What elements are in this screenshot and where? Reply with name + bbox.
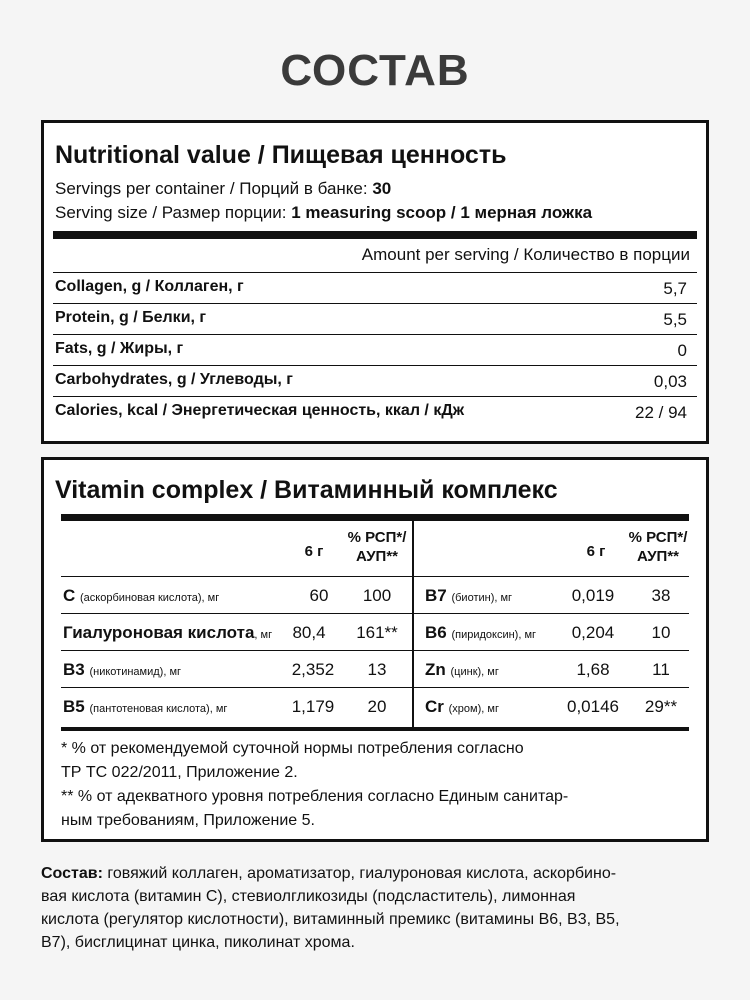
vitamin-pct: 20: [367, 697, 387, 716]
nutrient-label: Fats, g / Жиры, г: [55, 340, 184, 357]
vitamin-row: [61, 687, 689, 724]
vitamin-name: Cr (хром), мг: [425, 697, 499, 716]
footnote-aup-line2: ным требованиям, Приложение 5.: [61, 812, 315, 829]
composition-line: Состав: говяжий коллаген, ароматизатор, гиалуроновая кислота, аскорбино-: [41, 865, 617, 882]
nutrition-row: [53, 303, 697, 334]
amount-per-serving-header: Amount per serving / Количество в порции: [361, 245, 690, 264]
servings-label: Servings per container / Порций в банке:: [55, 179, 373, 198]
composition-line: В7), бисглицинат цинка, пиколинат хрома.: [41, 934, 355, 951]
nutrient-value: 22 / 94: [635, 403, 687, 422]
footnote-rsp-line1: * % от рекомендуемой суточной нормы потребления согласно: [61, 740, 524, 757]
vitamin-name: C (аскорбиновая кислота), мг: [63, 586, 220, 605]
footnote-aup-line1: ** % от адекватного уровня потребления согласно Единым санитар-: [61, 788, 569, 805]
col-amount-right: 6 г: [586, 543, 606, 560]
nutrient-label: Protein, g / Белки, г: [55, 309, 207, 326]
nutrition-row: [53, 334, 697, 365]
divider-thick: [61, 727, 689, 731]
nutrition-row: [53, 365, 697, 396]
vitamin-amount: 0,204: [571, 623, 615, 642]
vitamin-name: B3 (никотинамид), мг: [63, 660, 182, 679]
page-title: СОСТАВ: [280, 46, 470, 95]
col-pct-left: [341, 528, 413, 566]
nutrient-value: 0,03: [653, 372, 687, 391]
nutrient-value: 5,5: [663, 310, 687, 329]
divider-thick: [61, 514, 689, 521]
vitamin-row: [61, 650, 689, 687]
composition-label: Состав:: [41, 865, 103, 882]
vitamin-name: B5 (пантотеновая кислота), мг: [63, 697, 228, 716]
servings-line: [55, 179, 391, 199]
serving-size-label: Serving size / Размер порции:: [55, 203, 292, 222]
vitamin-pct: 161**: [356, 623, 398, 642]
col-pct-line1: % РСП*/: [347, 529, 407, 546]
nutrient-label: Carbohydrates, g / Углеводы, г: [55, 371, 293, 388]
vitamin-title: Vitamin complex / Витаминный комплекс: [55, 476, 558, 504]
vitamin-pct: 13: [367, 660, 387, 679]
col-pct-line2: АУП**: [636, 548, 680, 565]
nutrition-row: [53, 396, 697, 427]
vitamin-pct: 100: [362, 586, 392, 605]
vitamin-amount: 0,019: [571, 586, 615, 605]
vitamin-amount: 2,352: [291, 660, 335, 679]
nutrition-facts-panel: [41, 120, 709, 444]
servings-value: 30: [372, 179, 392, 198]
nutrient-label: Collagen, g / Коллаген, г: [55, 278, 244, 295]
serving-size-line: [55, 203, 592, 223]
col-pct-line2: АУП**: [355, 548, 399, 565]
col-pct-line1: % РСП*/: [628, 529, 688, 546]
nutrient-value: 5,7: [663, 279, 687, 298]
serving-size-value: 1 measuring scoop / 1 мерная ложка: [291, 203, 593, 222]
vitamin-name: Гиалуроновая кислота, мг: [63, 623, 273, 642]
composition-line: кислота (регулятор кислотности), витаминный премикс (витамины В6, В3, В5,: [41, 911, 620, 928]
composition-line: вая кислота (витамин С), стевиолгликозиды (подсластитель), лимонная: [41, 888, 576, 905]
vitamin-pct: 11: [652, 660, 670, 679]
vitamin-pct: 29**: [644, 697, 678, 716]
nutrition-row: [53, 272, 697, 303]
vitamin-amount: 1,179: [291, 697, 335, 716]
vitamin-name: B7 (биотин), мг: [425, 586, 513, 605]
footnote-rsp-line2: ТР ТС 022/2011, Приложение 2.: [61, 764, 298, 781]
vitamin-row: [61, 613, 689, 650]
vitamin-pct: 38: [651, 586, 671, 605]
composition-text: [41, 862, 721, 954]
col-pct-right: [622, 528, 694, 566]
col-amount-left: 6 г: [304, 543, 324, 560]
vitamin-amount: 80,4: [292, 623, 326, 642]
vitamin-amount: 1,68: [576, 660, 610, 679]
vitamin-complex-panel: [41, 457, 709, 842]
vitamin-amount: 60: [309, 586, 329, 605]
nutrient-label: Calories, kcal / Энергетическая ценность, ккал / кДж: [55, 402, 465, 419]
vitamin-row: [61, 576, 689, 613]
nutrient-value: 0: [677, 341, 687, 360]
vitamin-amount: 0,0146: [567, 697, 619, 716]
vitamin-name: B6 (пиридоксин), мг: [425, 623, 537, 642]
vitamin-name: Zn (цинк), мг: [425, 660, 499, 679]
vitamin-pct: 10: [651, 623, 671, 642]
nutrition-title: Nutritional value / Пищевая ценность: [55, 141, 507, 169]
divider-thick: [53, 231, 697, 239]
